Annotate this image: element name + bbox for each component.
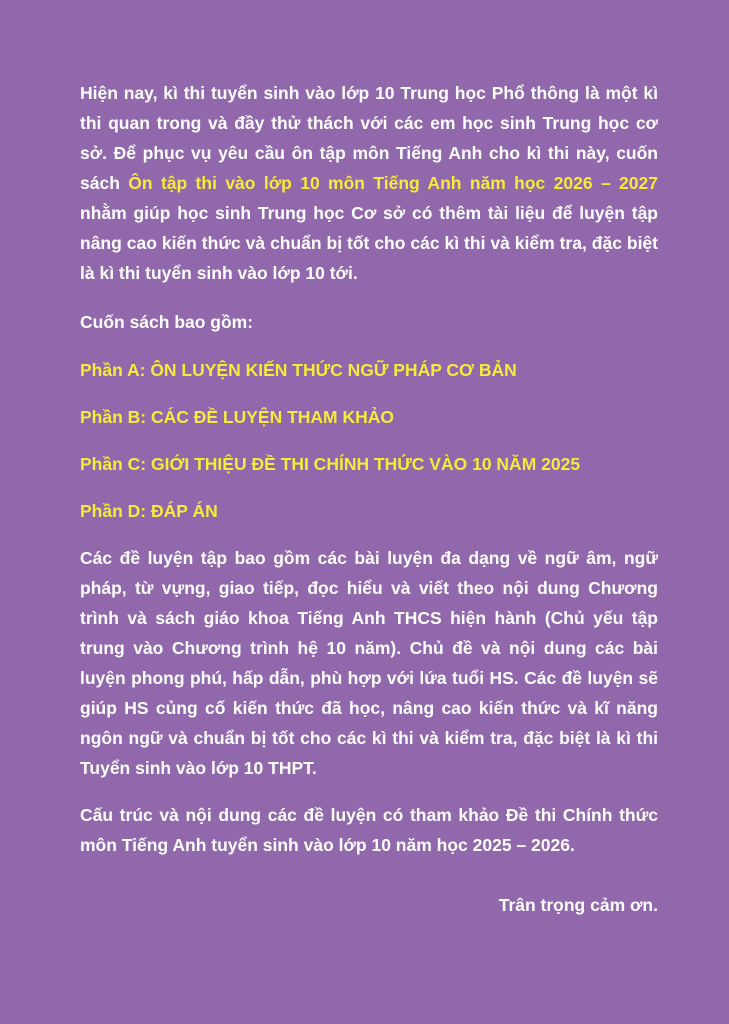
intro-paragraph [80,78,658,288]
intro-text-end: nhằm giúp học sinh Trung học Cơ sở có thêm tài liệu để luyện tập nâng cao kiến thức và chuẩn bị tốt cho các kì thi và kiểm tra, đặc biệt là kì thi tuyển sinh vào lớp 10 tới. [80,203,658,283]
thanks-signoff: Trân trọng cảm ơn. [498,895,658,915]
intro-text-start: Hiện nay, kì thi tuyển sinh vào lớp 10 Trung học Phổ thông là một kì thi quan trong và đầy thử thách với các em học sinh Trung học cơ sở. Để phục vụ yêu cầu ôn tập môn Tiếng Anh cho kì thi này, cuốn sách [80,83,658,193]
part-d-heading: Phần D: ĐÁP ÁN [80,501,218,521]
part-a-heading: Phần A: ÔN LUYỆN KIẾN THỨC NGỮ PHÁP CƠ BẢN [80,360,517,380]
part-c-heading: Phần C: GIỚI THIỆU ĐỀ THI CHÍNH THỨC VÀO 10 NĂM 2025 [80,454,581,474]
description-paragraph: Các đề luyện tập bao gồm các bài luyện đa dạng về ngữ âm, ngữ pháp, từ vựng, giao tiếp, đọc hiểu và viết theo nội dung Chương trình và sách giáo khoa Tiếng Anh THCS hiện hành (Chủ yếu tập trung vào Chương trình hệ 10 năm). Chủ đề và nội dung các bài luyện phong phú, hấp dẫn, phù hợp với lứa tuổi HS. Các đề luyện sẽ giúp HS củng cố kiến thức đã học, nâng cao kiến thức và kĩ năng ngôn ngữ và chuẩn bị tốt cho các kì thi và kiểm tra, đặc biệt là kì thi Tuyển sinh vào lớp 10 THPT. [80,548,658,778]
book-title-highlight: Ôn tập thi vào lớp 10 môn Tiếng Anh năm học 2026 – 2027 [128,173,658,193]
structure-paragraph: Cấu trúc và nội dung các đề luyện có tham khảo Đề thi Chính thức môn Tiếng Anh tuyển sinh vào lớp 10 năm học 2025 – 2026. [80,805,658,855]
text-column [80,78,658,920]
includes-label: Cuốn sách bao gồm: [80,312,254,332]
part-b-heading: Phần B: CÁC ĐỀ LUYỆN THAM KHẢO [80,407,395,427]
